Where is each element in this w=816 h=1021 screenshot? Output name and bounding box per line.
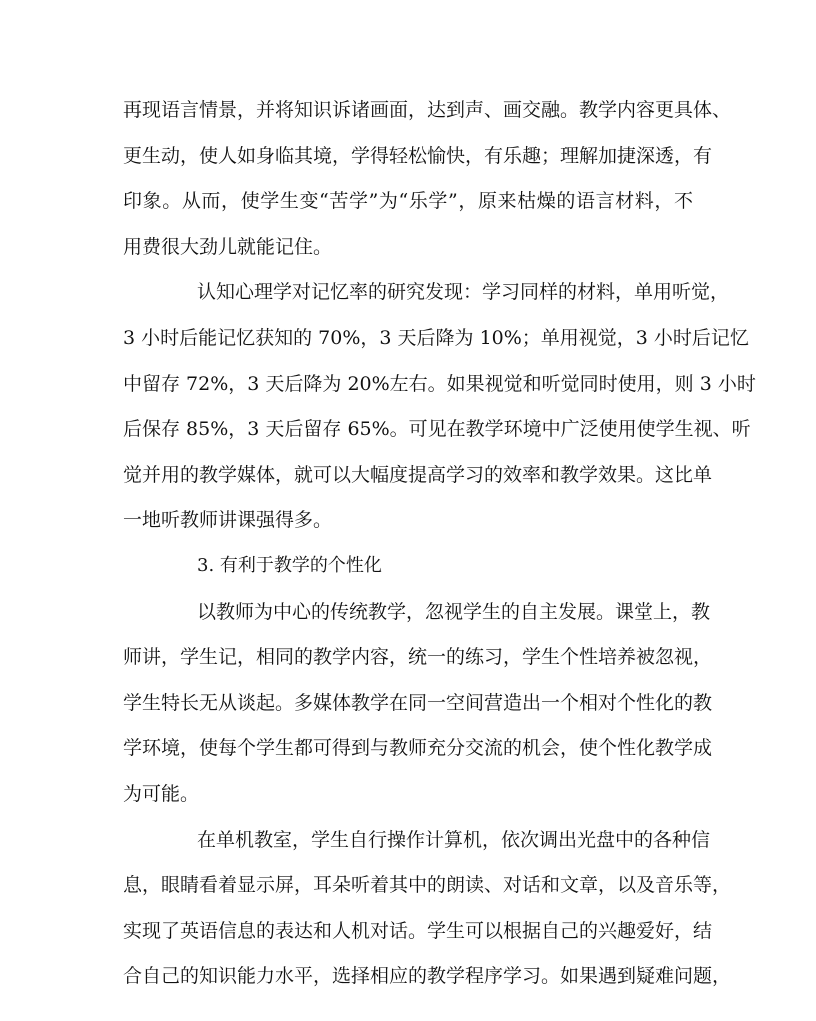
paragraph-line: 再现语言情景，并将知识诉诸画面，达到声、画交融。教学内容更具体、 — [123, 99, 732, 121]
paragraph-line: 学生特长无从谈起。多媒体教学在同一空间营造出一个相对个性化的教 — [123, 692, 713, 714]
paragraph-line: 3 小时后能记忆获知的 70%，3 天后降为 10%；单用视觉，3 小时后记忆 — [123, 327, 749, 349]
paragraph-line: 学环境，使每个学生都可得到与教师充分交流的机会，使个性化教学成 — [123, 737, 713, 759]
paragraph-line: 以教师为中心的传统教学，忽视学生的自主发展。课堂上，教 — [197, 601, 711, 623]
paragraph-line: 中留存 72%，3 天后降为 20%左右。如果视觉和听觉同时使用，则 3 小时 — [123, 373, 756, 395]
paragraph-line: 用费很大劲儿就能记住。 — [123, 236, 333, 258]
paragraph-line: 合自己的知识能力水平，选择相应的教学程序学习。如果遇到疑难问题， — [123, 965, 732, 987]
paragraph-line: 在单机教室，学生自行操作计算机，依次调出光盘中的各种信 — [197, 829, 711, 851]
paragraph-line: 觉并用的教学媒体，就可以大幅度提高学习的效率和教学效果。这比单 — [123, 464, 713, 486]
paragraph-line: 印象。从而，使学生变“苦学”为“乐学”，原来枯燥的语言材料，不 — [123, 190, 693, 212]
paragraph-line: 更生动，使人如身临其境，学得轻松愉快，有乐趣；理解加捷深透，有 — [123, 145, 713, 167]
paragraph-line: 实现了英语信息的表达和人机对话。学生可以根据自己的兴趣爱好，结 — [123, 920, 713, 942]
paragraph-line: 后保存 85%，3 天后留存 65%。可见在教学环境中广泛使用使学生视、听 — [123, 418, 751, 440]
section-heading: 3. 有利于教学的个性化 — [197, 555, 382, 576]
paragraph-line: 为可能。 — [123, 783, 200, 805]
paragraph-line: 一地听教师讲课强得多。 — [123, 509, 333, 531]
paragraph-line: 认知心理学对记忆率的研究发现：学习同样的材料，单用听觉， — [197, 281, 730, 303]
paragraph-line: 师讲，学生记，相同的教学内容，统一的练习，学生个性培养被忽视， — [123, 646, 713, 668]
paragraph-line: 息，眼睛看着显示屏，耳朵听着其中的朗读、对话和文章，以及音乐等， — [123, 874, 732, 896]
